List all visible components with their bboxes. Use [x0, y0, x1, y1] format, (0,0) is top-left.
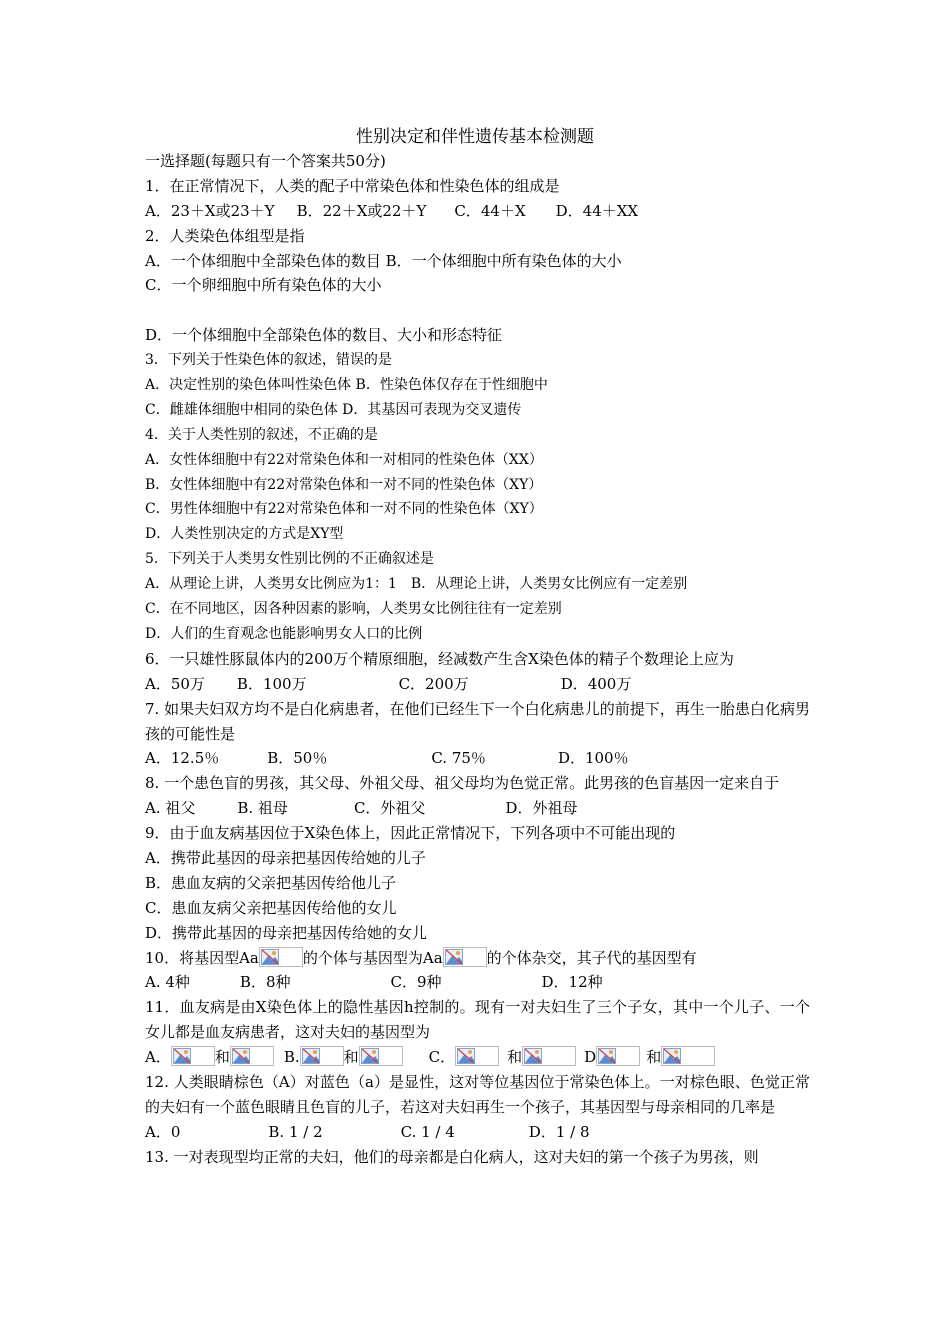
- question-10-stem: 10．将基因型Aa 的个体与基因型为Aa 的个体杂交，其子代的基因型有: [145, 948, 697, 967]
- q6-option-a: A．50万: [145, 674, 205, 693]
- q10-option-a: A. 4种: [145, 973, 190, 992]
- section-heading: 一选择题(每题只有一个答案共50分): [145, 152, 386, 170]
- q8-option-c: C．外祖父: [353, 799, 426, 818]
- question-11-options: A． 和 B. 和 C． 和 D 和: [145, 1045, 810, 1070]
- broken-image-icon: [171, 1046, 215, 1066]
- q1-option-d: D．44＋XX: [555, 201, 639, 220]
- q9-option-b: B．患血友病的父亲把基因传给他儿子: [145, 873, 397, 892]
- q10-option-b: B．8种: [239, 973, 291, 992]
- question-2-stem: 2．人类染色体组型是指: [145, 226, 305, 245]
- q11-option-d: D: [584, 1048, 597, 1067]
- q9-option-c: C．患血友病父亲把基因传给他的女儿: [145, 898, 397, 917]
- broken-image-icon: [230, 1046, 274, 1066]
- question-4-stem: 4．关于人类性别的叙述，不正确的是: [145, 426, 378, 443]
- question-list: [145, 149, 810, 1170]
- q7-option-c: C. 75％: [431, 749, 486, 768]
- q3-options-ab: A．决定性别的染色体叫性染色体 B．性染色体仅存在于性细胞中: [145, 377, 548, 394]
- question-12-options: [145, 1120, 810, 1145]
- q1-option-b: B．22＋X或22＋Y: [296, 201, 427, 220]
- question-6-stem: 6．一只雄性豚鼠体内的200万个精原细胞，经减数产生含X染色体的精子个数理论上应为: [145, 649, 734, 668]
- q12-option-c: C. 1 / 4: [400, 1122, 455, 1141]
- q11-option-c: C．: [428, 1048, 456, 1067]
- q10-option-d: D．12种: [541, 973, 603, 992]
- question-12-stem: 12. 人类眼睛棕色（A）对蓝色（a）是显性，这对等位基因位于常染色体上。一对棕色眼、色觉正常的夫妇有一个蓝色眼睛且色盲的儿子，若这对夫妇再生一个孩子，其基因型与母亲相同的几率是: [145, 1073, 810, 1116]
- question-7-options: [145, 746, 810, 771]
- question-11-stem: 11．血友病是由X染色体上的隐性基因h控制的。现有一对夫妇生了三个子女，其中一个儿子、一个女儿都是血友病患者，这对夫妇的基因型为: [145, 998, 810, 1042]
- broken-image-icon: [522, 1046, 576, 1066]
- q2-options-ab: A．一个体细胞中全部染色体的数目 B．一个体细胞中所有染色体的大小: [145, 251, 622, 270]
- q7-option-b: B．50％: [267, 749, 328, 768]
- q2-option-d: D．一个体细胞中全部染色体的数目、大小和形态特征: [145, 326, 503, 345]
- broken-image-icon: [300, 1046, 344, 1066]
- q4-option-d: D．人类性别决定的方式是XY型: [145, 526, 344, 543]
- question-6-options: [145, 672, 810, 697]
- question-8-stem: 8. 一个患色盲的男孩，其父母、外祖父母、祖父母均为色觉正常。此男孩的色盲基因一定来自于: [145, 774, 780, 793]
- q5-option-d: D．人们的生育观念也能影响男女人口的比例: [145, 625, 423, 642]
- q2-option-c: C．一个卵细胞中所有染色体的大小: [145, 276, 382, 295]
- q6-option-d: D．400万: [560, 674, 632, 693]
- q1-option-c: C．44＋X: [454, 201, 526, 220]
- q12-option-d: D．1 / 8: [528, 1122, 590, 1141]
- q7-option-d: D．100％: [557, 749, 629, 768]
- question-7-stem: 7. 如果夫妇双方均不是白化病患者，在他们已经生下一个白化病患儿的前提下，再生一胎患白化病男孩的可能性是: [145, 699, 810, 743]
- page-title: 性别决定和伴性遗传基本检测题: [356, 127, 594, 147]
- question-5-stem: 5．下列关于人类男女性别比例的不正确叙述是: [145, 551, 434, 568]
- q4-option-a: A．女性体细胞中有22对常染色体和一对相同的性染色体（XX）: [145, 451, 543, 468]
- q4-option-c: C．男性体细胞中有22对常染色体和一对不同的性染色体（XY）: [145, 501, 543, 518]
- q9-option-a: A．携带此基因的母亲把基因传给她的儿子: [145, 848, 426, 867]
- broken-image-icon: [443, 947, 487, 967]
- q5-options-ab: A．从理论上讲，人类男女比例应为1：1 B．从理论上讲，人类男女比例应有一定差别: [145, 576, 688, 593]
- broken-image-icon: [455, 1046, 499, 1066]
- broken-image-icon: [661, 1046, 715, 1066]
- q10-option-c: C．9种: [390, 973, 442, 992]
- question-3-stem: 3．下列关于性染色体的叙述，错误的是: [145, 352, 392, 369]
- q9-option-d: D．携带此基因的母亲把基因传给她的女儿: [145, 923, 428, 942]
- q4-option-b: B．女性体细胞中有22对常染色体和一对不同的性染色体（XY）: [145, 476, 543, 493]
- q8-option-a: A. 祖父: [145, 799, 196, 818]
- broken-image-icon: [359, 1046, 403, 1066]
- q8-option-b: B. 祖母: [237, 799, 288, 818]
- broken-image-icon: [596, 1046, 640, 1066]
- q5-option-c: C．在不同地区，因各种因素的影响，人类男女比例往往有一定差别: [145, 601, 562, 618]
- q7-option-a: A．12.5％: [145, 749, 220, 768]
- q12-option-a: A．0: [145, 1122, 181, 1141]
- question-13-stem: 13. 一对表现型均正常的夫妇，他们的母亲都是白化病人，这对夫妇的第一个孩子为男孩，则: [145, 1147, 759, 1166]
- q6-option-b: B．100万: [236, 674, 307, 693]
- q11-option-a: A．: [145, 1048, 171, 1067]
- question-1-options: [145, 199, 810, 224]
- q11-option-b: B.: [283, 1048, 300, 1067]
- question-9-stem: 9．由于血友病基因位于X染色体上，因此正常情况下，下列各项中不可能出现的: [145, 824, 676, 843]
- q1-option-a: A．23＋X或23＋Y: [145, 201, 275, 220]
- q3-options-cd: C．雌雄体细胞中相同的染色体 D．其基因可表现为交叉遗传: [145, 401, 522, 418]
- question-10-options: [145, 970, 810, 995]
- question-8-options: [145, 796, 810, 821]
- broken-image-icon: [259, 947, 303, 967]
- question-1-stem: 1．在正常情况下，人类的配子中常染色体和性染色体的组成是: [145, 176, 560, 195]
- q8-option-d: D．外祖母: [505, 799, 578, 818]
- q12-option-b: B. 1 / 2: [268, 1122, 323, 1141]
- q6-option-c: C．200万: [398, 674, 469, 693]
